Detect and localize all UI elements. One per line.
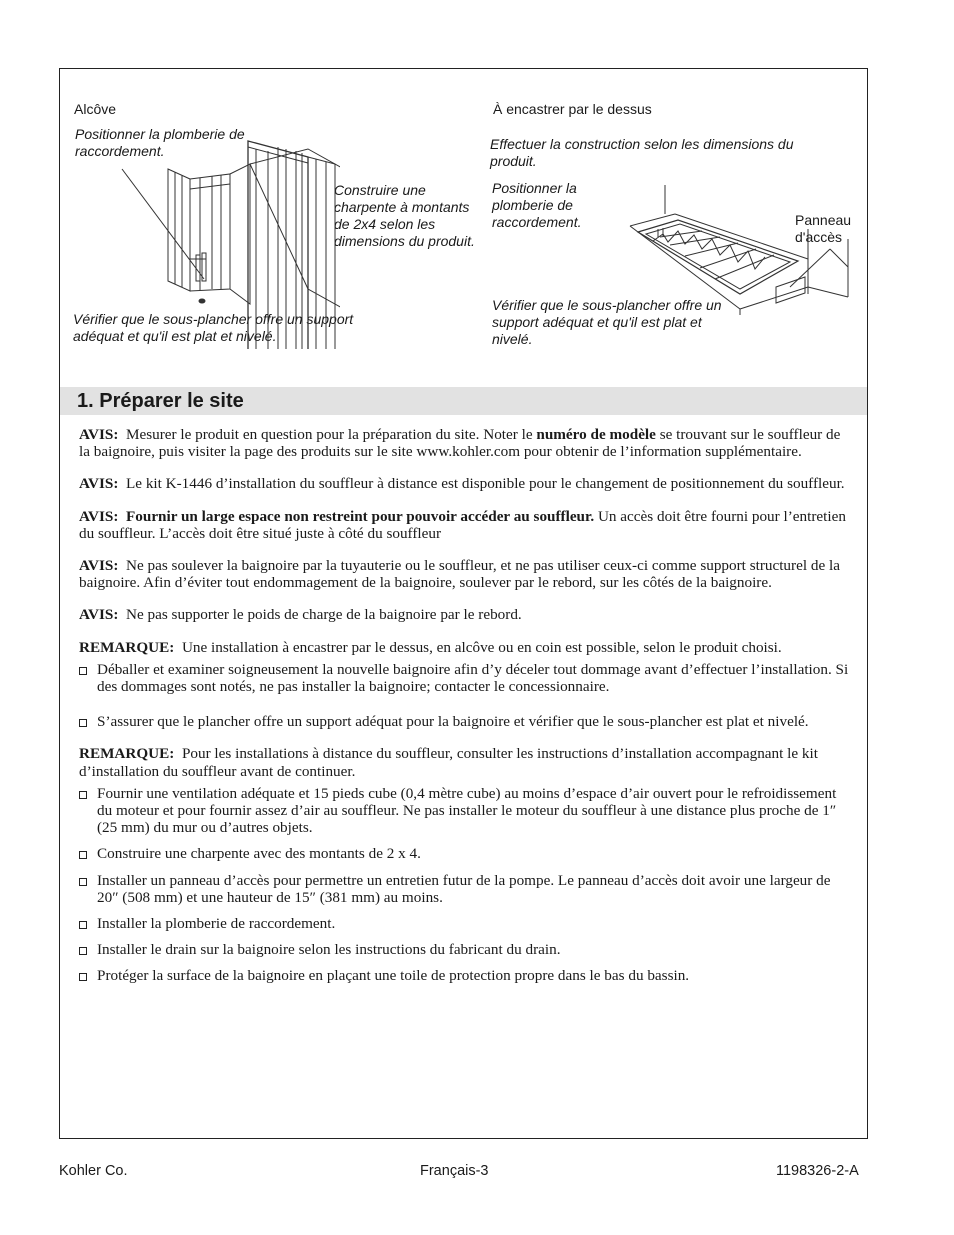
list-item: Fournir une ventilation adéquate et 15 pieds cube (0,4 mètre cube) au moins d’espace d’air ouvert pour le refroidissement du moteur et pour fournir assez d’air au souffleur. Ne pas installer le moteur du souffleur à une distance plus proche de 1″ (25 mm) du mur ou d’autres objets. bbox=[79, 785, 849, 837]
notice-5: AVIS: Ne pas supporter le poids de charge de la baignoire par le rebord. bbox=[79, 606, 522, 624]
section-header bbox=[60, 387, 867, 415]
list-item: Installer la plomberie de raccordement. bbox=[79, 915, 849, 932]
footer-page-number: Français-3 bbox=[420, 1163, 489, 1179]
alcove-caption-subfloor: Vérifier que le sous-plancher offre un support adéquat et qu'il est plat et nivelé. bbox=[73, 311, 354, 344]
list-item: Déballer et examiner soigneusement la nouvelle baignoire afin d’y déceler tout dommage avant d’effectuer l’installation. Si des dommages sont notés, ne pas installer la baignoire; contacter le concessionnaire. bbox=[79, 661, 849, 695]
list-item: Protéger la surface de la baignoire en plaçant une toile de protection propre dans le bas du bassin. bbox=[79, 967, 849, 984]
list-item: Installer le drain sur la baignoire selon les instructions du fabricant du drain. bbox=[79, 941, 849, 958]
remark-1: REMARQUE: Une installation à encastrer par le dessus, en alcôve ou en coin est possible, selon le produit choisi. bbox=[79, 638, 782, 656]
section-title: 1. Préparer le site bbox=[77, 390, 244, 412]
dropin-caption-subfloor: Vérifier que le sous-plancher offre un support adéquat et qu'il est plat et nivelé. bbox=[492, 297, 722, 347]
access-panel-label: Panneau d'accès bbox=[795, 212, 852, 245]
checkbox-icon bbox=[79, 973, 87, 981]
notice-4: AVIS: Ne pas soulever la baignoire par la tuyauterie ou le souffleur, et ne pas utiliser ceux-ci comme support structurel de la baignoire. Afin d’éviter tout endommagement de la baignoire, soulever par le rebord, sur les côtés de la baignoire. bbox=[79, 557, 840, 592]
notice-1: AVIS: Mesurer le produit en question pour la préparation du site. Noter le numéro de modèle se trouvant sur le souffleur de la baignoire, puis visiter la page des produits sur le site www.kohler.com pour obtenir de l’information supplémentaire. bbox=[79, 426, 841, 461]
remark-2: REMARQUE: Pour les installations à distance du souffleur, consulter les instructions d’installation accompagnant le kit d’installation du souffleur avant de continuer. bbox=[79, 745, 818, 780]
alcove-caption-framing: Construire une charpente à montants de 2x4 selon les dimensions du produit. bbox=[334, 182, 475, 249]
footer-doc-number: 1198326-2-A bbox=[776, 1163, 859, 1179]
dropin-framing-illustration bbox=[590, 179, 868, 319]
dropin-caption-plumbing: Positionner la plomberie de raccordement. bbox=[492, 180, 582, 230]
alcove-caption-plumbing: Positionner la plomberie de raccordement. bbox=[75, 126, 245, 159]
notice-3: AVIS: Fournir un large espace non restreint pour pouvoir accéder au souffleur. Un accès doit être fourni pour l’entretien du souffleur. L’accès doit être situé juste à côté du souffleur bbox=[79, 507, 846, 542]
alcove-title: Alcôve bbox=[74, 101, 117, 117]
page-frame bbox=[59, 68, 868, 1139]
instructions-body bbox=[79, 426, 849, 1000]
checklist-2 bbox=[79, 785, 849, 985]
checklist-1 bbox=[79, 661, 849, 731]
dropin-title: À encastrer par le dessus bbox=[493, 101, 652, 117]
checkbox-icon bbox=[79, 878, 87, 886]
footer-company: Kohler Co. bbox=[59, 1163, 128, 1179]
alcove-framing-illustration bbox=[120, 129, 340, 349]
notice-2: AVIS: Le kit K-1446 d’installation du souffleur à distance est disponible pour le changement de positionnement du souffleur. bbox=[79, 475, 845, 493]
checkbox-icon bbox=[79, 947, 87, 955]
checkbox-icon bbox=[79, 719, 87, 727]
list-item: Construire une charpente avec des montants de 2 x 4. bbox=[79, 845, 849, 862]
checkbox-icon bbox=[79, 851, 87, 859]
list-item: S’assurer que le plancher offre un support adéquat pour la baignoire et vérifier que le sous-plancher est plat et nivelé. bbox=[79, 713, 849, 730]
checkbox-icon bbox=[79, 921, 87, 929]
checkbox-icon bbox=[79, 667, 87, 675]
dropin-caption-construction: Effectuer la construction selon les dimensions du produit. bbox=[490, 136, 794, 169]
checkbox-icon bbox=[79, 791, 87, 799]
list-item: Installer un panneau d’accès pour permettre un entretien futur de la pompe. Le panneau d’accès doit avoir une largeur de 20″ (508 mm) et une hauteur de 15″ (381 mm) au moins. bbox=[79, 872, 849, 906]
